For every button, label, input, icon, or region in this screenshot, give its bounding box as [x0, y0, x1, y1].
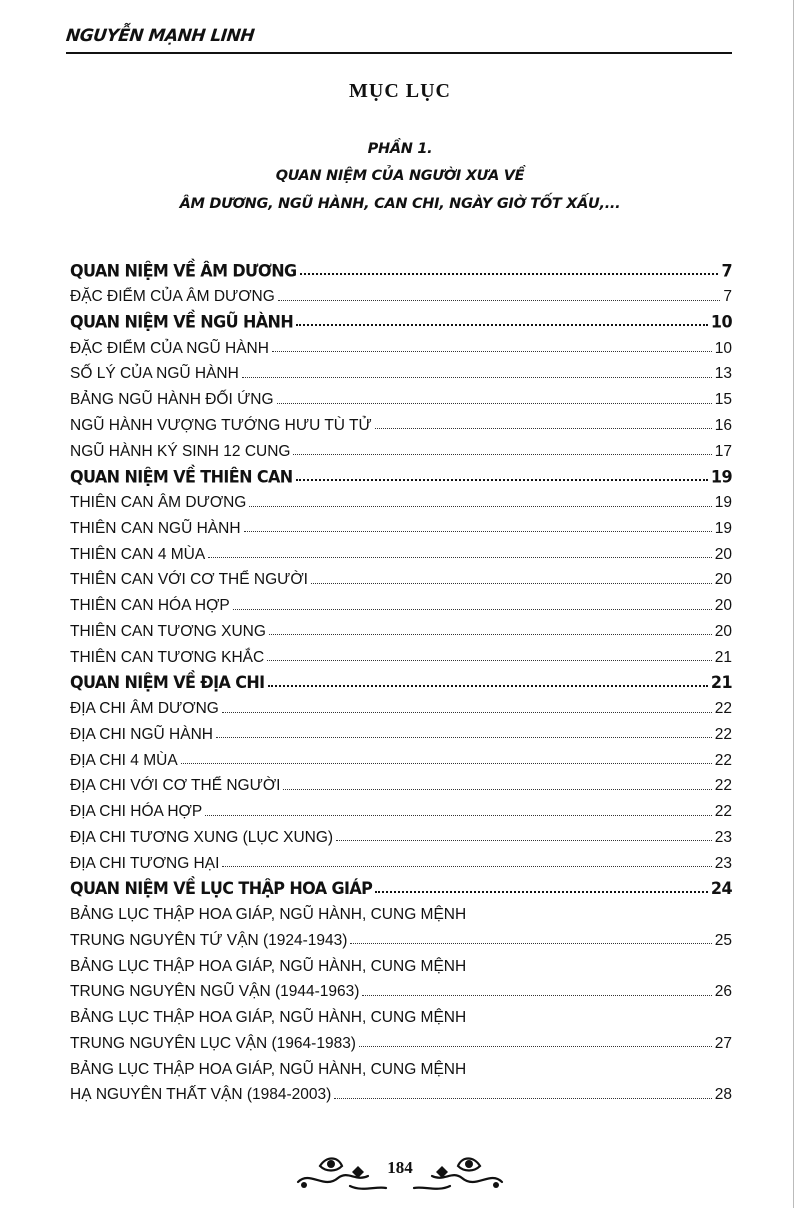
- toc-entry: [70, 897, 732, 923]
- dot-leader: [272, 351, 712, 352]
- toc-page-number: 21: [714, 648, 732, 666]
- toc-page-number: 7: [721, 260, 732, 281]
- dot-leader: [222, 866, 711, 867]
- toc-page-number: 23: [714, 828, 732, 846]
- toc-page-number: 23: [714, 854, 732, 872]
- toc-page-number: 7: [723, 288, 732, 305]
- toc-page-number: 27: [714, 1034, 732, 1052]
- dot-leader: [268, 685, 708, 687]
- header-rule: [66, 52, 732, 54]
- dot-leader: [300, 273, 719, 275]
- toc-section-heading: [70, 459, 732, 485]
- toc-entry: [70, 639, 732, 665]
- toc-entry-title: TRUNG NGUYÊN LỤC VẬN (1964-1983): [70, 1034, 356, 1052]
- toc-entry: [70, 794, 732, 820]
- toc-entry-title: NGŨ HÀNH VƯỢNG TƯỚNG HƯU TÙ TỬ: [70, 416, 372, 434]
- toc-entry-title: TRUNG NGUYÊN NGŨ VẬN (1944-1963): [70, 983, 360, 1001]
- toc-entry: [70, 845, 732, 871]
- toc-page-number: 22: [714, 803, 732, 820]
- dot-leader: [296, 324, 708, 326]
- author-name: NGUYỄN MẠNH LINH: [64, 26, 256, 46]
- toc-entry-title: HẠ NGUYÊN THẤT VẬN (1984-2003): [70, 1086, 332, 1104]
- dot-leader: [233, 609, 712, 610]
- toc-entry-title: ĐẶC ĐIỂM CỦA NGŨ HÀNH: [70, 339, 269, 357]
- toc-entry: [70, 948, 732, 974]
- toc-page-number: 20: [714, 545, 732, 563]
- toc-section-heading: [70, 253, 732, 279]
- page-footer-ornament: [290, 1152, 510, 1192]
- dot-leader: [311, 583, 712, 584]
- page-number: 184: [387, 1158, 413, 1177]
- dot-leader: [242, 377, 712, 378]
- toc-entry: [70, 974, 732, 1000]
- dot-leader: [208, 557, 712, 558]
- toc-entry-title: THIÊN CAN TƯƠNG KHẮC: [70, 648, 265, 666]
- toc-entry-title: QUAN NIỆM VỀ NGŨ HÀNH: [70, 311, 294, 332]
- page-title: MỤC LỤC: [349, 80, 451, 102]
- toc-entry-title: ĐỊA CHI ÂM DƯƠNG: [70, 700, 219, 717]
- dot-leader: [362, 995, 711, 996]
- toc-entry-title: BẢNG LỤC THẬP HOA GIÁP, NGŨ HÀNH, CUNG MỆNH: [70, 906, 467, 923]
- toc-page-number: 25: [714, 931, 732, 949]
- dot-leader: [205, 815, 712, 816]
- toc-page-number: 24: [710, 878, 732, 899]
- toc-page-number: 21: [710, 672, 732, 693]
- table-of-contents: [70, 253, 732, 1103]
- dot-leader: [181, 763, 712, 764]
- toc-entry: [70, 408, 732, 434]
- toc-entry-title: THIÊN CAN 4 MÙA: [70, 545, 206, 563]
- toc-entry-title: ĐẶC ĐIỂM CỦA ÂM DƯƠNG: [70, 288, 275, 305]
- toc-entry-title: BẢNG LỤC THẬP HOA GIÁP, NGŨ HÀNH, CUNG MỆNH: [70, 1060, 467, 1078]
- toc-page-number: 16: [714, 416, 732, 434]
- running-header: [66, 26, 732, 46]
- toc-entry-title: NGŨ HÀNH KÝ SINH 12 CUNG: [70, 442, 291, 460]
- toc-section-heading: [70, 665, 732, 691]
- toc-page-number: 20: [714, 622, 732, 640]
- toc-page-number: 10: [710, 311, 732, 332]
- dot-leader: [222, 712, 712, 713]
- toc-entry-title: THIÊN CAN NGŨ HÀNH: [70, 519, 241, 537]
- toc-entry: [70, 691, 732, 717]
- toc-page-number: 19: [710, 466, 732, 487]
- dot-leader: [283, 789, 711, 790]
- toc-entry-title: ĐỊA CHI TƯƠNG XUNG (LỤC XUNG): [70, 828, 334, 846]
- toc-entry: [70, 536, 732, 562]
- toc-entry: [70, 614, 732, 640]
- toc-entry-title: ĐỊA CHI VỚI CƠ THỂ NGƯỜI: [70, 777, 281, 795]
- toc-entry: [70, 1077, 732, 1103]
- toc-page-number: 10: [714, 339, 732, 357]
- dot-leader: [216, 737, 712, 738]
- toc-entry: [70, 1026, 732, 1052]
- part-label: PHẦN 1.: [367, 141, 433, 157]
- toc-entry-title: QUAN NIỆM VỀ ÂM DƯƠNG: [70, 260, 297, 281]
- toc-entry-title: BẢNG LỤC THẬP HOA GIÁP, NGŨ HÀNH, CUNG MỆNH: [70, 1009, 467, 1026]
- toc-entry-title: THIÊN CAN ÂM DƯƠNG: [70, 494, 247, 511]
- toc-entry: [70, 1000, 732, 1026]
- toc-entry: [70, 742, 732, 768]
- toc-entry-title: THIÊN CAN TƯƠNG XUNG: [70, 622, 266, 640]
- toc-entry-title: THIÊN CAN VỚI CƠ THỂ NGƯỜI: [70, 571, 308, 589]
- toc-entry: [70, 562, 732, 588]
- toc-entry-title: QUAN NIỆM VỀ ĐỊA CHI: [70, 672, 265, 693]
- toc-entry-title: QUAN NIỆM VỀ THIÊN CAN: [70, 466, 293, 487]
- dot-leader: [334, 1098, 711, 1099]
- toc-page-number: 26: [714, 983, 732, 1001]
- toc-page-number: 20: [714, 597, 732, 614]
- toc-entry: [70, 330, 732, 356]
- part-subtitle-line1: QUAN NIỆM CỦA NGƯỜI XƯA VỀ: [275, 168, 525, 184]
- toc-entry: [70, 433, 732, 459]
- toc-entry-title: BẢNG NGŨ HÀNH ĐỐI ỨNG: [70, 391, 274, 408]
- toc-page-number: 17: [714, 442, 732, 460]
- toc-page-number: 13: [714, 365, 732, 383]
- dot-leader: [249, 506, 711, 507]
- dot-leader: [267, 660, 712, 661]
- part-subtitle-line2: ÂM DƯƠNG, NGŨ HÀNH, CAN CHI, NGÀY GIỜ TỐT XẤU,...: [179, 196, 621, 212]
- toc-page-number: 19: [714, 494, 732, 511]
- toc-entry: [70, 1051, 732, 1077]
- toc-page-number: 20: [714, 571, 732, 589]
- dot-leader: [350, 943, 711, 944]
- dot-leader: [336, 840, 712, 841]
- toc-entry: [70, 820, 732, 846]
- dot-leader: [293, 454, 711, 455]
- toc-section-heading: [70, 871, 732, 897]
- toc-entry-title: THIÊN CAN HÓA HỢP: [70, 597, 230, 614]
- toc-entry: [70, 485, 732, 511]
- dot-leader: [278, 300, 721, 301]
- toc-entry-title: TRUNG NGUYÊN TỨ VẬN (1924-1943): [70, 931, 348, 949]
- toc-section-heading: [70, 305, 732, 331]
- page-edge-line: [793, 0, 794, 1208]
- toc-entry: [70, 511, 732, 537]
- toc-entry: [70, 923, 732, 949]
- toc-entry-title: ĐỊA CHI HÓA HỢP: [70, 803, 203, 820]
- toc-entry: [70, 588, 732, 614]
- toc-page-number: 15: [714, 391, 732, 408]
- toc-entry-title: ĐỊA CHI 4 MÙA: [70, 751, 178, 769]
- toc-page-number: 22: [714, 725, 732, 743]
- toc-page-number: 19: [714, 519, 732, 537]
- dot-leader: [296, 479, 708, 481]
- toc-entry: [70, 356, 732, 382]
- toc-entry-title: QUAN NIỆM VỀ LỤC THẬP HOA GIÁP: [70, 878, 373, 899]
- dot-leader: [269, 634, 712, 635]
- toc-entry-title: ĐỊA CHI NGŨ HÀNH: [70, 725, 213, 743]
- dot-leader: [359, 1046, 712, 1047]
- toc-entry-title: SỐ LÝ CỦA NGŨ HÀNH: [70, 365, 239, 383]
- dot-leader: [375, 428, 712, 429]
- toc-entry: [70, 717, 732, 743]
- toc-entry: [70, 279, 732, 305]
- toc-page-number: 28: [714, 1086, 732, 1104]
- dot-leader: [375, 891, 708, 893]
- toc-page-number: 22: [714, 700, 732, 717]
- toc-entry-title: ĐỊA CHI TƯƠNG HẠI: [70, 854, 220, 872]
- toc-page-number: 22: [714, 777, 732, 795]
- dot-leader: [277, 403, 712, 404]
- toc-entry: [70, 768, 732, 794]
- dot-leader: [244, 531, 712, 532]
- toc-entry: [70, 382, 732, 408]
- toc-entry-title: BẢNG LỤC THẬP HOA GIÁP, NGŨ HÀNH, CUNG MỆNH: [70, 957, 467, 975]
- toc-page-number: 22: [714, 751, 732, 769]
